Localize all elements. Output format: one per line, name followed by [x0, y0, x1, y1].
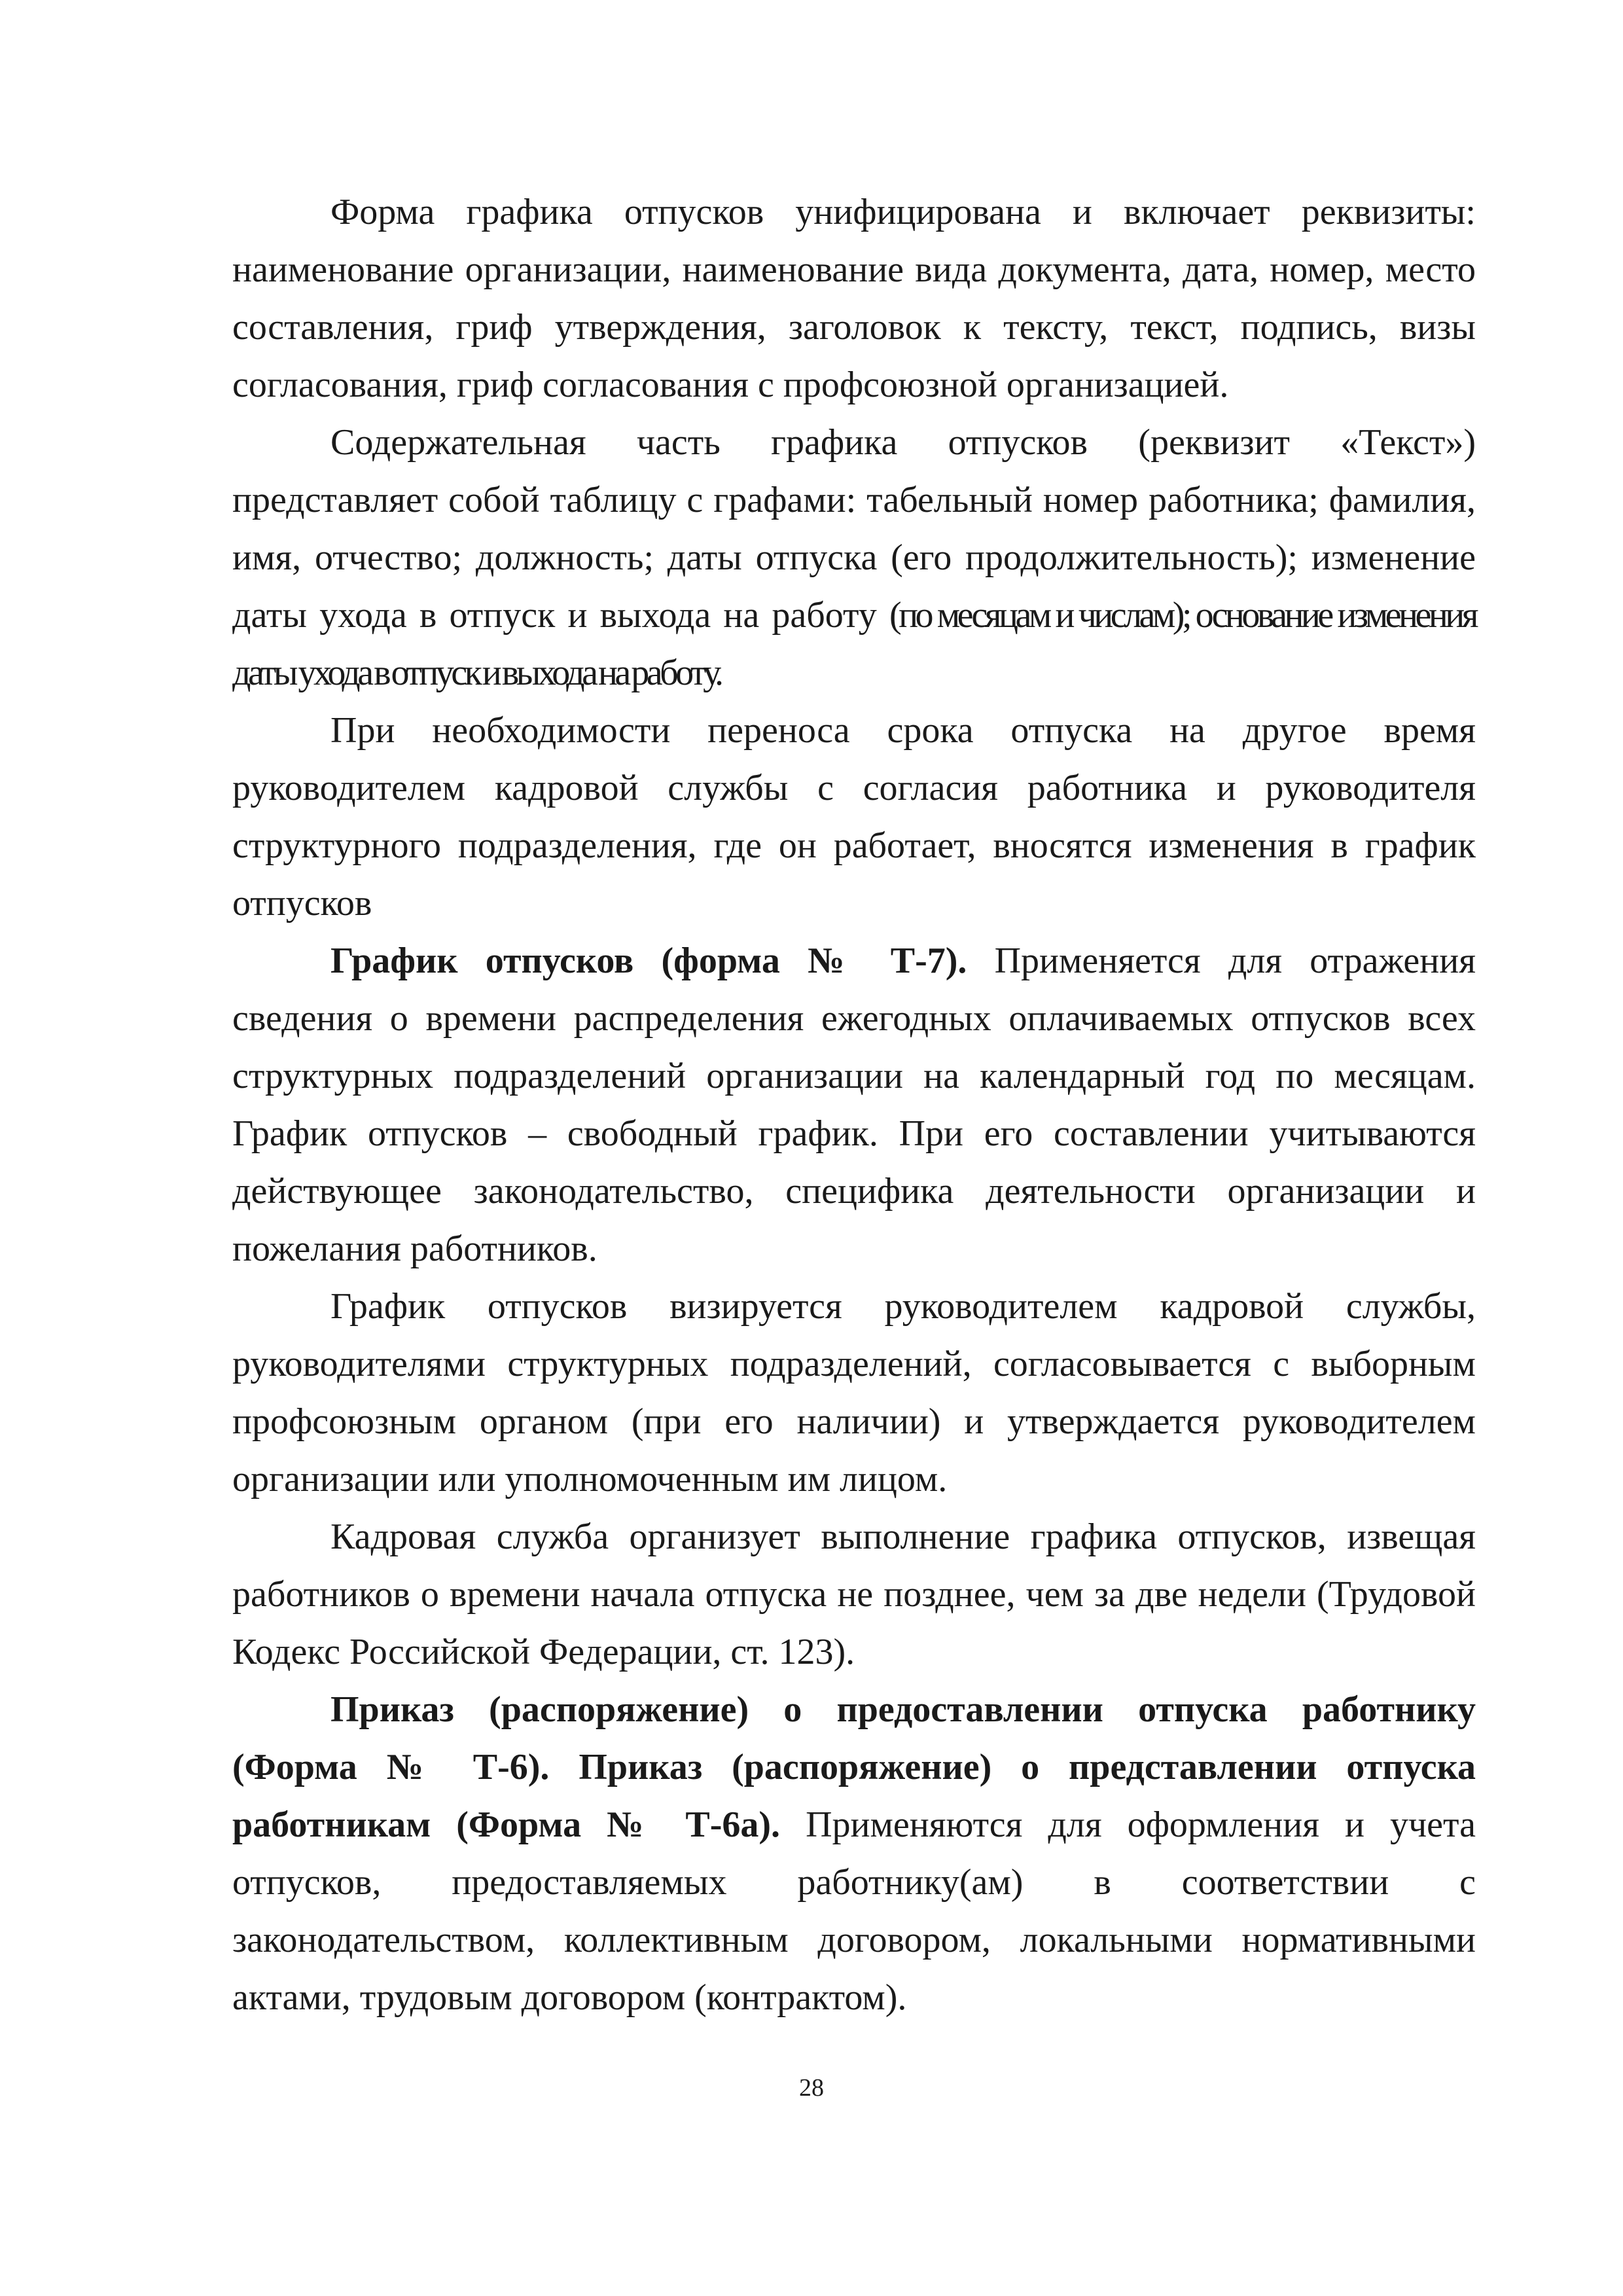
paragraph-heading-bold: График отпусков (форма № Т-7).	[330, 941, 967, 981]
paragraph-text-condensed: (по месяцам и числам); основание изменения даты ухода в отпуск и выхода на работу.	[232, 595, 1476, 693]
paragraph-heading-bold: Приказ (распоряжение) о предоставлении отпуска работнику (Форма № Т-6). Приказ (распоряжение) о представлении отпуска работникам (Форма № Т-6а).	[232, 1689, 1476, 1845]
paragraph-hr-notification	[232, 1508, 1476, 1681]
paragraph-text: Кадровая служба организует выполнение графика отпусков, извещая работников о времени начала отпуска не позднее, чем за две недели (Трудовой Кодекс Российской Федерации, ст. 123).	[232, 1516, 1476, 1672]
paragraph-text: Применяется для отражения сведения о времени распределения ежегодных оплачиваемых отпусков всех структурных подразделений организации на календарный год по месяцам. График отпусков – свободный график. При его составлении учитываются действующее законодательство, специфика деятельности организации и пожелания работников.	[232, 941, 1476, 1269]
paragraph-text: График отпусков визируется руководителем кадровой службы, руководителями структурных подразделений, согласовывается с выборным профсоюзным органом (при его наличии) и утверждается руководителем организации или уполномоченным им лицом.	[232, 1286, 1476, 1499]
paragraph-text: Форма графика отпусков унифицирована и включает реквизиты: наименование организации, наименование вида документа, дата, номер, место составления, гриф утверждения, заголовок к тексту, текст, подпись, визы согласования, гриф согласования с профсоюзной организацией.	[232, 192, 1476, 405]
paragraph-text: Содержательная часть графика отпусков (реквизит «Текст») представляет собой таблицу с графами: табельный номер работника; фамилия, имя, отчество; должность; даты отпуска (его продолжительность); изменение даты ухода в отпуск и выхода на работу	[232, 422, 1476, 636]
paragraph-vacation-schedule-form	[232, 183, 1476, 414]
paragraph-schedule-approval	[232, 1278, 1476, 1508]
body-text	[232, 183, 1476, 2026]
paragraph-schedule-content	[232, 414, 1476, 702]
paragraph-text: Применяются для оформления и учета отпусков, предоставляемых работнику(ам) в соответствии с законодательством, коллективным договором, локальными нормативными актами, трудовым договором (контрактом).	[232, 1804, 1476, 2018]
paragraph-form-t7	[232, 932, 1476, 1278]
paragraph-text: При необходимости переноса срока отпуска на другое время руководителем кадровой службы с согласия работника и руководителя структурного подразделения, где он работает, вносятся изменения в график отпусков	[232, 710, 1476, 924]
page-number: 28	[799, 2074, 824, 2102]
paragraph-vacation-transfer	[232, 702, 1476, 932]
paragraph-form-t6	[232, 1681, 1476, 2026]
